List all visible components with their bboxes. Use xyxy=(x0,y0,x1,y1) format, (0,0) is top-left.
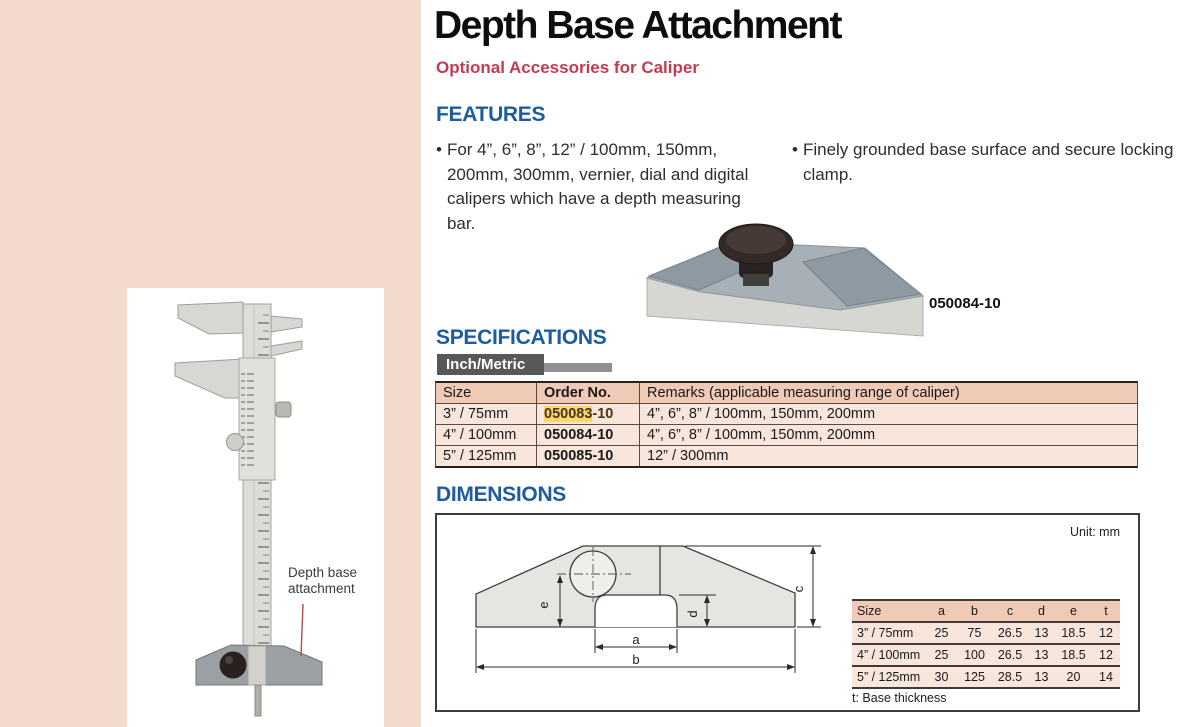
base-slot xyxy=(595,595,677,627)
depth-base-knob xyxy=(220,652,247,679)
caliper-thumb-roller xyxy=(227,434,244,451)
depth-base-label-line2: attachment xyxy=(288,581,355,596)
dim-col-size: Size xyxy=(857,604,882,618)
bullet-icon: • xyxy=(436,140,442,159)
dim-label-d: d xyxy=(685,610,700,618)
table-row: 3” / 75mm 25 75 26.5 13 18.5 12 xyxy=(852,623,1120,645)
dimensions-heading: DIMENSIONS xyxy=(436,483,567,506)
caliper-movable-jaw xyxy=(175,359,243,398)
spec-size: 4” / 100mm xyxy=(436,425,537,445)
unit-label: Unit: mm xyxy=(1070,525,1120,539)
spec-remarks: 4”, 6”, 8” / 100mm, 150mm, 200mm xyxy=(647,427,876,443)
spec-size: 3” / 75mm xyxy=(436,404,537,424)
spec-size: 5” / 125mm xyxy=(436,446,537,466)
bullet-icon: • xyxy=(792,140,798,159)
caliper-photo xyxy=(127,288,384,727)
caliper-fixed-inside-jaw xyxy=(271,316,302,332)
dim-col-e: e xyxy=(1070,604,1077,618)
dim-col-t: t xyxy=(1104,604,1108,618)
dim-label-a: a xyxy=(632,632,640,647)
page-subtitle: Optional Accessories for Caliper xyxy=(436,58,699,77)
features-heading: FEATURES xyxy=(436,103,546,126)
specifications-heading: SPECIFICATIONS xyxy=(436,326,607,349)
dim-label-b: b xyxy=(632,652,640,667)
dim-col-d: d xyxy=(1038,604,1045,618)
table-row xyxy=(436,425,1137,446)
dim-label-e: e xyxy=(536,601,551,609)
feature-bullet-1-text: For 4”, 6”, 8”, 12” / 100mm, 150mm, 200mm, 300mm, vernier, dial and digital calipers which have a depth measuring bar. xyxy=(446,140,749,233)
leader-line xyxy=(301,604,303,656)
caliper-fixed-jaw xyxy=(178,302,243,334)
table-row xyxy=(436,404,1137,425)
caliper-vernier-ticks xyxy=(241,372,254,468)
dim-table-note: t: Base thickness xyxy=(852,691,947,705)
table-row: 4” / 100mm 25 100 26.5 13 18.5 12 xyxy=(852,645,1120,667)
spec-col-remarks: Remarks (applicable measuring range of caliper) xyxy=(647,385,960,401)
order-no-highlighted: 050083 xyxy=(544,406,593,422)
spec-order-no: 050084-10 xyxy=(537,425,640,445)
spec-remarks: 4”, 6”, 8” / 100mm, 150mm, 200mm xyxy=(647,406,876,422)
spec-col-size: Size xyxy=(436,383,537,403)
tab-inch-metric: Inch/Metric xyxy=(437,354,544,375)
dimensions-table xyxy=(852,599,1120,689)
table-row xyxy=(436,446,1137,466)
depth-base-label xyxy=(288,565,378,597)
dim-col-a: a xyxy=(938,604,945,618)
table-row: 5” / 125mm 30 125 28.5 13 20 14 xyxy=(852,667,1120,689)
spec-order-no: 050085-10 xyxy=(537,446,640,466)
caliper-movable-inside-jaw xyxy=(271,341,302,356)
product-caption: 050084-10 xyxy=(929,295,1001,312)
tab-bar xyxy=(544,363,612,372)
dim-col-b: b xyxy=(971,604,978,618)
dim-col-c: c xyxy=(1006,604,1014,618)
spec-col-order: Order No. xyxy=(537,383,640,403)
caliper-clamp-screw xyxy=(276,402,291,417)
dim-label-c: c xyxy=(791,585,806,593)
spec-header-row xyxy=(436,383,1137,404)
depth-base-label-line1: Depth base xyxy=(288,565,358,580)
depth-rod xyxy=(255,685,261,716)
spec-order-no: 050083-10 xyxy=(537,404,640,424)
spec-remarks: 12” / 300mm xyxy=(647,448,729,464)
dim-header-row xyxy=(852,601,1120,623)
feature-bullet-2-text: Finely grounded base surface and secure locking clamp. xyxy=(802,140,1174,184)
product-photo xyxy=(635,212,935,362)
feature-bullet-2 xyxy=(792,138,1182,187)
page-title: Depth Base Attachment xyxy=(434,4,841,47)
specifications-table xyxy=(435,381,1138,468)
